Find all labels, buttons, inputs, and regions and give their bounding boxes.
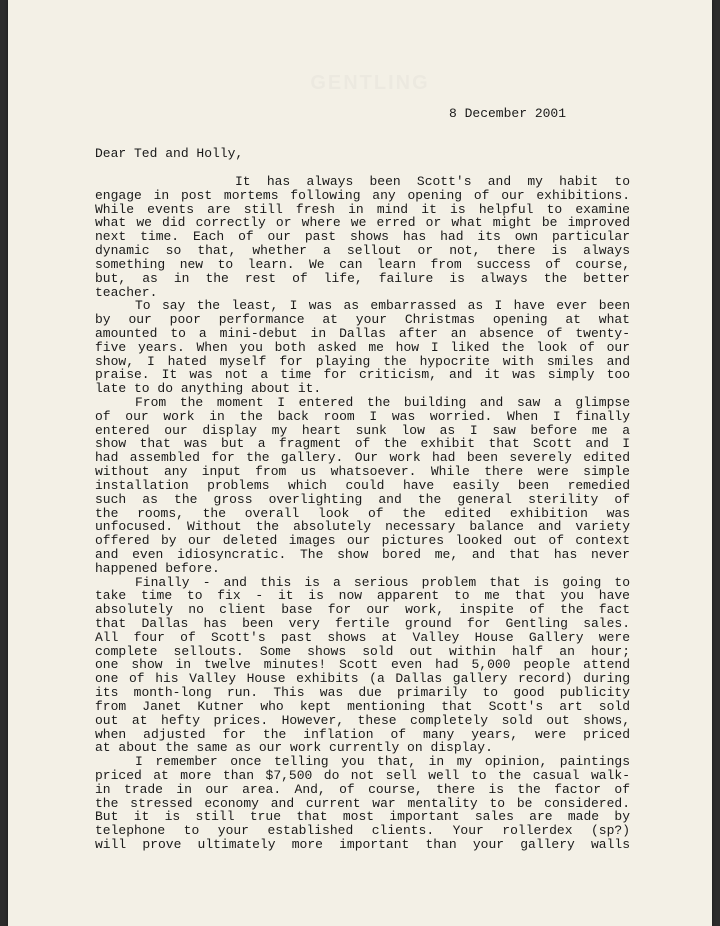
- body-line: show that was but a fragment of the exhibit that Scott and I: [95, 436, 630, 452]
- body-line: It has always been Scott's and my habit to: [235, 174, 630, 189]
- body-line: unfocused. Without the absolutely necessary balance and variety: [95, 519, 630, 535]
- body-line: from Janet Kutner who kept mentioning that Scott's art sold: [95, 698, 630, 714]
- body-line: and even idiosyncratic. The show bored me, and that has never: [95, 546, 630, 562]
- letter-page: [8, 0, 712, 926]
- body-line: the stressed economy and current war mentality to be considered.: [95, 795, 630, 811]
- body-line: praise. It was not a time for criticism, and it was simply too: [95, 367, 630, 383]
- body-line: when adjusted for the inflation of many years, were priced: [95, 726, 630, 742]
- body-line: absolutely no client base for our work, inspite of the fact: [95, 602, 630, 618]
- body-line: But it is still true that most important sales are made by: [95, 809, 630, 825]
- body-line: by our poor performance at your Christmas opening at what: [95, 312, 630, 328]
- body-line: All four of Scott's past shows at Valley House Gallery were: [95, 629, 630, 645]
- body-line: late to do anything about it.: [95, 381, 322, 397]
- body-line: To say the least, I was as embarrassed as I have ever been: [135, 298, 630, 314]
- body-line: out at hefty prices. However, these completely sold out shows,: [95, 712, 630, 728]
- body-line: take time to fix - it is now apparent to me that you have: [95, 588, 630, 604]
- body-line: without any input from us whatsoever. While there were simple: [95, 464, 630, 480]
- body-line: priced at more than $7,500 do not sell well to the casual walk-: [95, 767, 630, 783]
- salutation: Dear Ted and Holly,: [95, 146, 244, 161]
- body-line: happened before.: [95, 560, 220, 576]
- body-line: the rooms, the overall look of the edited exhibition was: [95, 505, 630, 521]
- body-line: in trade in our area. And, of course, there is the factor of: [95, 781, 630, 797]
- body-line: dynamic so that, whether a sellout or not, there is always: [95, 243, 630, 259]
- body-line: that Dallas has been very fertile ground for Gentling sales.: [95, 616, 630, 631]
- body-line: engage in post mortems following any opening of our exhibitions.: [95, 187, 630, 203]
- letterhead-watermark: GENTLING: [310, 72, 430, 94]
- body-line: five years. When you both asked me how I liked the look of our: [95, 339, 630, 355]
- body-line: one show in twelve minutes! Scott even had 5,000 people attend: [95, 657, 630, 673]
- letter-date: 8 December 2001: [449, 106, 567, 121]
- body-line: one of his Valley House exhibits (a Dallas gallery record) during: [95, 671, 630, 687]
- body-line: installation problems which could have easily been remedied: [95, 477, 630, 493]
- body-line: will prove ultimately more important than your gallery walls: [95, 837, 630, 852]
- body-line: Finally - and this is a serious problem that is going to: [135, 574, 630, 590]
- body-line: teacher.: [95, 284, 158, 300]
- body-line: While events are still fresh in mind it is helpful to examine: [95, 201, 630, 217]
- body-line: what we did correctly or where we erred or what might be improved: [95, 215, 630, 231]
- body-line: of our work in the back room I was worried. When I finally: [95, 408, 630, 424]
- body-line: such as the gross overlighting and the general sterility of: [95, 491, 630, 507]
- body-line: amounted to a mini-debut in Dallas after an absence of twenty-: [95, 325, 630, 341]
- body-line: its month-long run. This was due primarily to good publicity: [95, 685, 630, 701]
- body-line: From the moment I entered the building and saw a glimpse: [135, 395, 630, 410]
- body-line: had assembled for the gallery. Our work had been severely edited: [95, 450, 630, 466]
- body-line: show, I hated myself for playing the hypocrite with smiles and: [95, 353, 630, 369]
- body-line: at about the same as our work currently on display.: [95, 740, 493, 756]
- body-line: next time. Each of our past shows has had its own particular: [95, 229, 630, 245]
- body-line: complete sellouts. Some shows sold out within half an hour;: [95, 643, 630, 659]
- letter-body: [95, 175, 630, 852]
- body-line: offered by our deleted images our pictures looked out of context: [95, 533, 630, 549]
- body-line: something new to learn. We can learn from success of course,: [95, 256, 630, 272]
- body-line: telephone to your established clients. Your rollerdex (sp?): [95, 823, 630, 839]
- body-line: but, as in the rest of life, failure is always the better: [95, 270, 630, 286]
- body-line: entered our display my heart sunk low as I saw before me a: [95, 422, 630, 438]
- body-line: I remember once telling you that, in my opinion, paintings: [135, 754, 630, 770]
